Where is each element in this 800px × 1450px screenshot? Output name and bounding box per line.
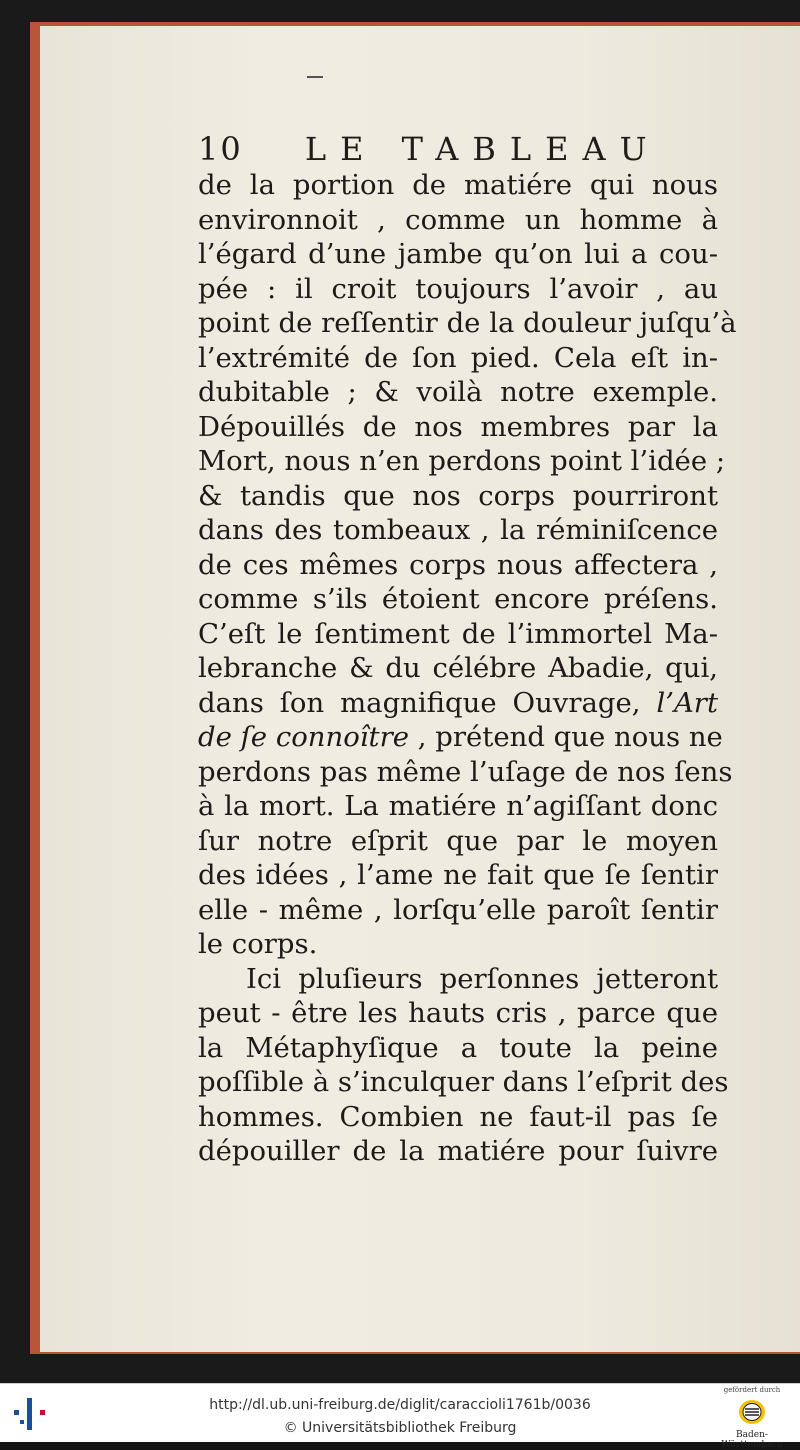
text-line: hommes. Combien ne faut-il pas ſe [198, 1100, 718, 1133]
text-line: dubitable ; & voilà notre exemple. [198, 376, 718, 408]
text-line: Ici pluſieurs perſonnes jetteront [246, 962, 718, 995]
text-line: lebranche & du célébre Abadie, qui, [198, 652, 718, 684]
text-line: peut - être les hauts cris , parce que [198, 997, 718, 1029]
body-text [198, 168, 737, 1169]
text-line: de la portion de matiére qui nous [198, 169, 718, 201]
text-line: pée : il croit toujours l’avoir , au [198, 272, 718, 305]
running-title: LE TABLEAU [304, 130, 661, 168]
sponsor-region: Baden-Württemberg [721, 1430, 783, 1450]
text-line: l’extrémité de ſon pied. Cela eſt in- [198, 341, 718, 374]
text-line: point de reſſentir de la douleur juſqu’à [198, 307, 737, 339]
text-line: & tandis que nos corps pourriront [198, 479, 718, 512]
text-line: l’égard d’une jambe qu’on lui a cou- [198, 238, 718, 270]
page-number: 10 [198, 130, 243, 168]
text-line: dans des tombeaux , la réminiſcence [198, 514, 718, 546]
text-line-part: dans ſon magnifique Ouvrage, [198, 686, 657, 719]
text-line: de ces mêmes corps nous affectera , [198, 548, 718, 581]
running-head [198, 130, 661, 170]
text-line: poſſible à s’inculquer dans l’eſprit des [198, 1066, 729, 1098]
text-line: le corps. [198, 928, 318, 960]
top-rule [307, 76, 323, 78]
copyright-notice: © Universitätsbibliothek Freiburg [283, 1420, 517, 1436]
text-line-with-italic [198, 686, 718, 721]
text-line: dépouiller de la matiére pour ſuivre [198, 1135, 718, 1167]
text-line: ſur notre eſprit que par le moyen [198, 824, 718, 857]
text-line: Dépouillés de nos membres par la [198, 410, 718, 443]
text-line-part: , prétend que nous ne [409, 721, 723, 753]
text-line: à la mort. La matiére n’agiſſant donc [198, 790, 718, 822]
italic-title-fragment: de ſe connoître [198, 721, 410, 753]
text-line: elle - même , lorſqu’elle paroît ſentir [198, 893, 718, 926]
text-line: environnoit , comme un homme à [198, 203, 718, 236]
viewer-footer [0, 1383, 800, 1450]
italic-title-fragment: l’Art [656, 686, 718, 719]
text-line: la Métaphyſique a toute la peine [198, 1031, 718, 1064]
text-line: des idées , l’ame ne fait que ſe ſentir [198, 859, 718, 891]
text-line: perdons pas même l’uſage de nos ſens [198, 755, 733, 788]
sponsor-label: gefördert durch [723, 1386, 781, 1394]
permalink-url[interactable]: http://dl.ub.uni-freiburg.de/diglit/caraccioli1761b/0036 [209, 1397, 591, 1413]
text-line: comme s’ils étoient encore préſens. [198, 583, 718, 615]
text-line-with-italic [198, 720, 723, 755]
sponsor-block [712, 1386, 792, 1450]
baden-wuerttemberg-crest-icon [738, 1398, 766, 1426]
text-line: Mort, nous n’en perdons point l’idée ; [198, 445, 726, 477]
text-line: C’eſt le ſentiment de l’immortel Ma- [198, 617, 718, 650]
